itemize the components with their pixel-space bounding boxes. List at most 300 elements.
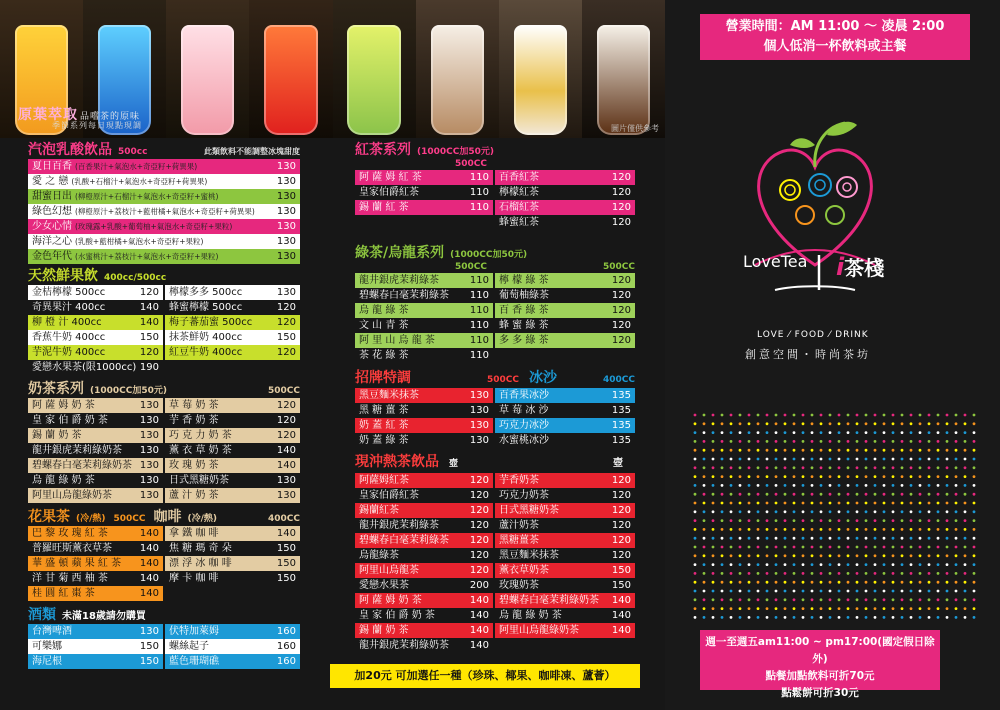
menu-row	[355, 578, 635, 593]
decor-dot	[802, 607, 805, 610]
item-name: 拿 鐵 咖 啡	[169, 528, 219, 539]
decor-dot	[775, 528, 778, 531]
menu-row	[28, 458, 300, 473]
decor-dot	[955, 510, 958, 513]
decor-dot	[901, 422, 904, 425]
decor-dot	[892, 440, 895, 443]
decor-dot	[892, 598, 895, 601]
decor-dot	[874, 590, 877, 593]
decor-dot	[730, 607, 733, 610]
menu-item	[355, 593, 493, 608]
decor-dot	[694, 414, 697, 417]
decor-dot	[919, 537, 922, 540]
decor-dot	[730, 458, 733, 461]
decor-dot	[973, 528, 976, 531]
decor-dot	[694, 484, 697, 487]
decor-dot	[694, 537, 697, 540]
item-name: 玫 瑰 奶 茶	[169, 460, 219, 471]
decor-dot	[811, 431, 814, 434]
decor-dot	[721, 431, 724, 434]
decor-dot	[703, 519, 706, 522]
item-name: 奶 蓋 綠 茶	[359, 435, 409, 446]
decor-dot	[793, 554, 796, 557]
decor-dot	[766, 440, 769, 443]
decor-dot	[910, 466, 913, 469]
decor-dot	[739, 590, 742, 593]
item-name: 百香果冰沙	[499, 390, 549, 401]
decor-dot	[730, 528, 733, 531]
decor-dot	[775, 414, 778, 417]
decor-dot	[802, 581, 805, 584]
decor-dot	[739, 484, 742, 487]
decor-dot	[937, 572, 940, 575]
menu-item	[355, 288, 493, 303]
menu-item	[165, 654, 300, 669]
item-price: 120	[611, 187, 631, 198]
item-price: 130	[139, 475, 159, 486]
item-price: 120	[469, 550, 489, 561]
decor-dot	[964, 554, 967, 557]
decor-dot	[946, 563, 949, 566]
decor-dot	[829, 554, 832, 557]
decor-dot	[946, 519, 949, 522]
decor-dot	[775, 563, 778, 566]
decor-dot	[730, 484, 733, 487]
menu-item	[355, 200, 493, 215]
item-name: 葡萄柚綠茶	[499, 290, 549, 301]
decor-dot	[811, 537, 814, 540]
decor-dot	[712, 431, 715, 434]
menu-row	[355, 200, 635, 215]
decor-dot	[694, 440, 697, 443]
menu-item	[495, 215, 635, 230]
decor-dot	[973, 590, 976, 593]
decor-dot	[865, 475, 868, 478]
item-price: 120	[276, 415, 296, 426]
item-price: 150	[276, 573, 296, 584]
decor-dot	[820, 546, 823, 549]
item-name: 蘆汁奶茶	[499, 520, 539, 531]
item-name: 水蜜桃冰沙	[499, 435, 549, 446]
decor-dot	[928, 598, 931, 601]
decor-dot	[721, 414, 724, 417]
decor-dot	[919, 607, 922, 610]
menu-row	[355, 170, 635, 185]
decor-dot	[721, 484, 724, 487]
menu-row	[28, 443, 300, 458]
menu-row	[355, 623, 635, 638]
decor-dot	[892, 493, 895, 496]
decor-dot	[748, 414, 751, 417]
decor-dot	[757, 607, 760, 610]
decor-dot	[811, 563, 814, 566]
menu-row	[28, 234, 300, 249]
black-tea-list	[355, 170, 635, 230]
decor-dot	[937, 537, 940, 540]
decor-dot	[865, 590, 868, 593]
decor-dot	[793, 484, 796, 487]
decor-dot	[784, 440, 787, 443]
decor-dot	[820, 458, 823, 461]
menu-item	[355, 488, 493, 503]
decor-dot	[721, 510, 724, 513]
decor-dot	[865, 563, 868, 566]
menu-row	[28, 428, 300, 443]
item-price: 135	[611, 435, 631, 446]
decor-dot	[964, 502, 967, 505]
item-price: 150	[611, 580, 631, 591]
decor-dot	[964, 598, 967, 601]
menu-item	[495, 418, 635, 433]
item-price: 140	[469, 610, 489, 621]
decor-dot	[874, 616, 877, 619]
decor-dot	[757, 422, 760, 425]
decor-dot	[775, 519, 778, 522]
decor-dot	[973, 598, 976, 601]
decor-dot	[883, 449, 886, 452]
item-name: 梅子蕃茄蜜 500cc	[169, 317, 253, 328]
decor-dot	[775, 493, 778, 496]
photo-drink-8	[582, 0, 665, 138]
decor-dot	[748, 572, 751, 575]
business-hours-box	[700, 14, 970, 60]
section-black-tea	[355, 141, 635, 230]
menu-row	[355, 518, 635, 533]
decor-dot	[757, 458, 760, 461]
menu-row	[355, 608, 635, 623]
decor-dot	[802, 519, 805, 522]
decor-dot	[748, 519, 751, 522]
item-price: 140	[139, 302, 159, 313]
decor-dot	[973, 484, 976, 487]
decor-dot	[973, 422, 976, 425]
decor-dot	[766, 554, 769, 557]
item-name: 巧 克 力 奶 茶	[169, 430, 232, 441]
item-price: 130	[276, 161, 296, 172]
item-name: 錫 蘭 奶 茶	[32, 430, 82, 441]
decor-dot	[739, 422, 742, 425]
menu-item	[28, 234, 300, 249]
item-price: 110	[469, 187, 489, 198]
decor-dot	[829, 458, 832, 461]
promo-line-1: 週一至週五am11:00 ~ pm17:00(國定假日除外)	[705, 636, 935, 665]
decor-dot	[694, 616, 697, 619]
decor-dot	[928, 475, 931, 478]
decor-dot	[847, 537, 850, 540]
item-name: 錫 蘭 奶 茶	[359, 625, 409, 636]
decor-dot	[775, 475, 778, 478]
decor-dot	[946, 554, 949, 557]
menu-item	[28, 428, 163, 443]
decor-dot	[847, 546, 850, 549]
decor-dot	[721, 546, 724, 549]
decor-dot	[883, 563, 886, 566]
decor-dot	[838, 502, 841, 505]
decor-dot	[820, 475, 823, 478]
decor-dot	[829, 563, 832, 566]
menu-item	[165, 413, 300, 428]
decor-dot	[883, 607, 886, 610]
decor-dot	[793, 449, 796, 452]
decor-dot	[946, 493, 949, 496]
decor-dot	[784, 572, 787, 575]
menu-column-a	[28, 141, 300, 669]
item-price: 130	[139, 445, 159, 456]
decor-dot	[739, 493, 742, 496]
decor-dot	[721, 519, 724, 522]
decor-dot	[757, 440, 760, 443]
decor-dot	[937, 458, 940, 461]
item-price: 120	[139, 287, 159, 298]
decor-dot	[910, 563, 913, 566]
decor-dot	[703, 475, 706, 478]
decor-dot	[748, 449, 751, 452]
decor-dot	[793, 466, 796, 469]
decor-dot	[874, 598, 877, 601]
drink-photo-strip	[0, 0, 665, 138]
photo-caption-line2: 季節系列每日現點現調	[52, 121, 142, 130]
decor-dot	[748, 616, 751, 619]
item-price: 120	[611, 217, 631, 228]
decor-dot	[802, 493, 805, 496]
decor-dot	[901, 537, 904, 540]
menu-item	[495, 488, 635, 503]
menu-item	[28, 360, 163, 375]
menu-item	[28, 586, 163, 601]
item-name: 摩 卡 咖 啡	[169, 573, 219, 584]
decor-dot	[739, 563, 742, 566]
decor-dot	[919, 572, 922, 575]
flower-tea-list	[28, 526, 300, 601]
item-price: 130	[139, 400, 159, 411]
item-name: 海尼根	[32, 656, 62, 667]
item-price: 120	[611, 535, 631, 546]
section-title: 天然鮮果飲 400cc/500cc	[28, 268, 167, 284]
decor-dot	[874, 554, 877, 557]
decor-dot	[712, 422, 715, 425]
menu-row	[28, 204, 300, 219]
decor-dot	[874, 581, 877, 584]
decor-dot	[748, 528, 751, 531]
menu-row	[355, 333, 635, 348]
menu-item	[355, 563, 493, 578]
decor-dot	[892, 572, 895, 575]
item-price: 120	[611, 335, 631, 346]
photo-note: 圖片僅供參考	[611, 124, 659, 133]
decor-dot	[883, 475, 886, 478]
menu-row	[355, 473, 635, 488]
menu-row	[28, 571, 300, 586]
item-name: 草 莓 冰 沙	[499, 405, 549, 416]
decor-dot	[955, 581, 958, 584]
menu-row	[355, 593, 635, 608]
decor-dot	[838, 598, 841, 601]
decor-dot	[910, 537, 913, 540]
decor-dot	[919, 493, 922, 496]
decor-dot	[901, 502, 904, 505]
decor-dot	[865, 537, 868, 540]
decor-dot	[964, 449, 967, 452]
decor-dot	[712, 493, 715, 496]
decor-dot	[901, 528, 904, 531]
item-desc: (乳酸+藍柑橘+氣泡水+奇亞籽+果粒)	[75, 237, 204, 246]
item-name: 阿里山烏龍綠奶茶	[32, 490, 112, 501]
decor-dot	[712, 475, 715, 478]
decor-dot	[820, 449, 823, 452]
decor-dot	[847, 431, 850, 434]
decor-dot	[793, 493, 796, 496]
item-name: 漂 浮 冰 咖 啡	[169, 558, 232, 569]
decor-dot	[793, 510, 796, 513]
decor-dot	[802, 598, 805, 601]
decor-dot	[937, 563, 940, 566]
item-name: 龍井銀虎茉莉綠奶茶	[359, 640, 449, 651]
decor-dot	[811, 449, 814, 452]
menu-row	[28, 488, 300, 503]
decor-dot	[820, 422, 823, 425]
decor-dot	[766, 537, 769, 540]
decor-dot	[775, 510, 778, 513]
decor-dot	[865, 598, 868, 601]
decor-dot	[946, 590, 949, 593]
brand-name-zh: i茶棧	[836, 253, 885, 281]
decor-dot	[946, 449, 949, 452]
decor-dot	[946, 537, 949, 540]
menu-item	[165, 330, 300, 345]
decor-dot	[865, 414, 868, 417]
menu-row	[355, 503, 635, 518]
decor-dot	[721, 581, 724, 584]
decor-dot	[865, 519, 868, 522]
decor-dot	[766, 616, 769, 619]
decor-dot	[874, 502, 877, 505]
menu-row	[355, 273, 635, 288]
decor-dot	[739, 581, 742, 584]
decor-dot	[775, 502, 778, 505]
decor-dot	[910, 519, 913, 522]
item-price: 140	[469, 640, 489, 651]
item-price: 140	[139, 573, 159, 584]
menu-item	[28, 330, 163, 345]
menu-row	[28, 189, 300, 204]
decor-dot	[955, 537, 958, 540]
decor-dot	[847, 414, 850, 417]
menu-row	[28, 249, 300, 264]
decor-dot	[802, 590, 805, 593]
decor-dot	[955, 563, 958, 566]
decor-dot	[892, 431, 895, 434]
item-name: 碧螺春白毫茉莉綠茶	[359, 535, 449, 546]
decor-dot	[973, 466, 976, 469]
item-name: 螺絲起子	[169, 641, 209, 652]
menu-item	[495, 185, 635, 200]
menu-item	[28, 174, 300, 189]
decor-dot	[937, 546, 940, 549]
item-price: 120	[276, 430, 296, 441]
decor-dot	[838, 484, 841, 487]
decor-dot	[793, 616, 796, 619]
item-name: 檸檬紅茶	[499, 187, 539, 198]
item-name: 金色年代	[32, 251, 72, 262]
decor-dot	[910, 554, 913, 557]
section-alcohol	[28, 606, 300, 669]
section-title: 招牌特調 500CC 冰沙 400CC	[355, 370, 635, 386]
menu-item	[495, 578, 635, 593]
item-price: 110	[469, 172, 489, 183]
decor-dot	[973, 502, 976, 505]
decor-dot	[712, 537, 715, 540]
decor-dot	[694, 510, 697, 513]
decor-dot	[847, 554, 850, 557]
decor-dot	[919, 431, 922, 434]
decor-dot	[919, 581, 922, 584]
decor-dot	[739, 449, 742, 452]
decor-dot	[865, 466, 868, 469]
decor-dot	[784, 590, 787, 593]
lovetea-heart-logo	[735, 115, 895, 315]
decor-dot	[910, 458, 913, 461]
menu-row	[28, 556, 300, 571]
decor-dot	[784, 493, 787, 496]
decor-dot	[910, 414, 913, 417]
decor-dot	[811, 493, 814, 496]
decor-dot	[829, 590, 832, 593]
item-price: 130	[276, 176, 296, 187]
decor-dot	[874, 563, 877, 566]
decor-dot	[847, 440, 850, 443]
decor-dot	[775, 581, 778, 584]
decor-dot	[937, 554, 940, 557]
item-price: 135	[611, 405, 631, 416]
item-price: 120	[611, 475, 631, 486]
decor-dot	[748, 440, 751, 443]
menu-row	[28, 624, 300, 639]
decor-dot	[883, 537, 886, 540]
decor-dot	[883, 414, 886, 417]
decor-dot	[973, 554, 976, 557]
decor-dot	[793, 581, 796, 584]
section-signature	[355, 366, 635, 448]
menu-row	[355, 548, 635, 563]
decor-dot	[928, 546, 931, 549]
decor-dot	[964, 440, 967, 443]
decor-dot	[757, 546, 760, 549]
decor-dot	[874, 466, 877, 469]
decor-dot	[712, 616, 715, 619]
photo-drink-5	[333, 0, 416, 138]
menu-item	[355, 170, 493, 185]
decor-dot	[901, 466, 904, 469]
item-price: 120	[276, 302, 296, 313]
item-name: 蘆 汁 奶 茶	[169, 490, 219, 501]
item-name: 巴 黎 玫 瑰 紅 茶	[32, 528, 108, 539]
decor-dot	[766, 528, 769, 531]
item-name: 烏 龍 綠 奶 茶	[32, 475, 95, 486]
menu-row	[355, 388, 635, 403]
decor-dot	[811, 422, 814, 425]
decor-dot	[703, 510, 706, 513]
decor-dot	[865, 422, 868, 425]
item-price: 110	[469, 320, 489, 331]
decor-dot	[901, 475, 904, 478]
decor-dot	[919, 484, 922, 487]
item-price: 120	[469, 520, 489, 531]
decor-dot	[856, 431, 859, 434]
decor-dot	[946, 458, 949, 461]
decor-dot	[712, 572, 715, 575]
section-title: 花果茶 (冷/熱) 500CC 咖啡 (冷/熱) 400CC	[28, 509, 300, 525]
decor-dot	[739, 572, 742, 575]
